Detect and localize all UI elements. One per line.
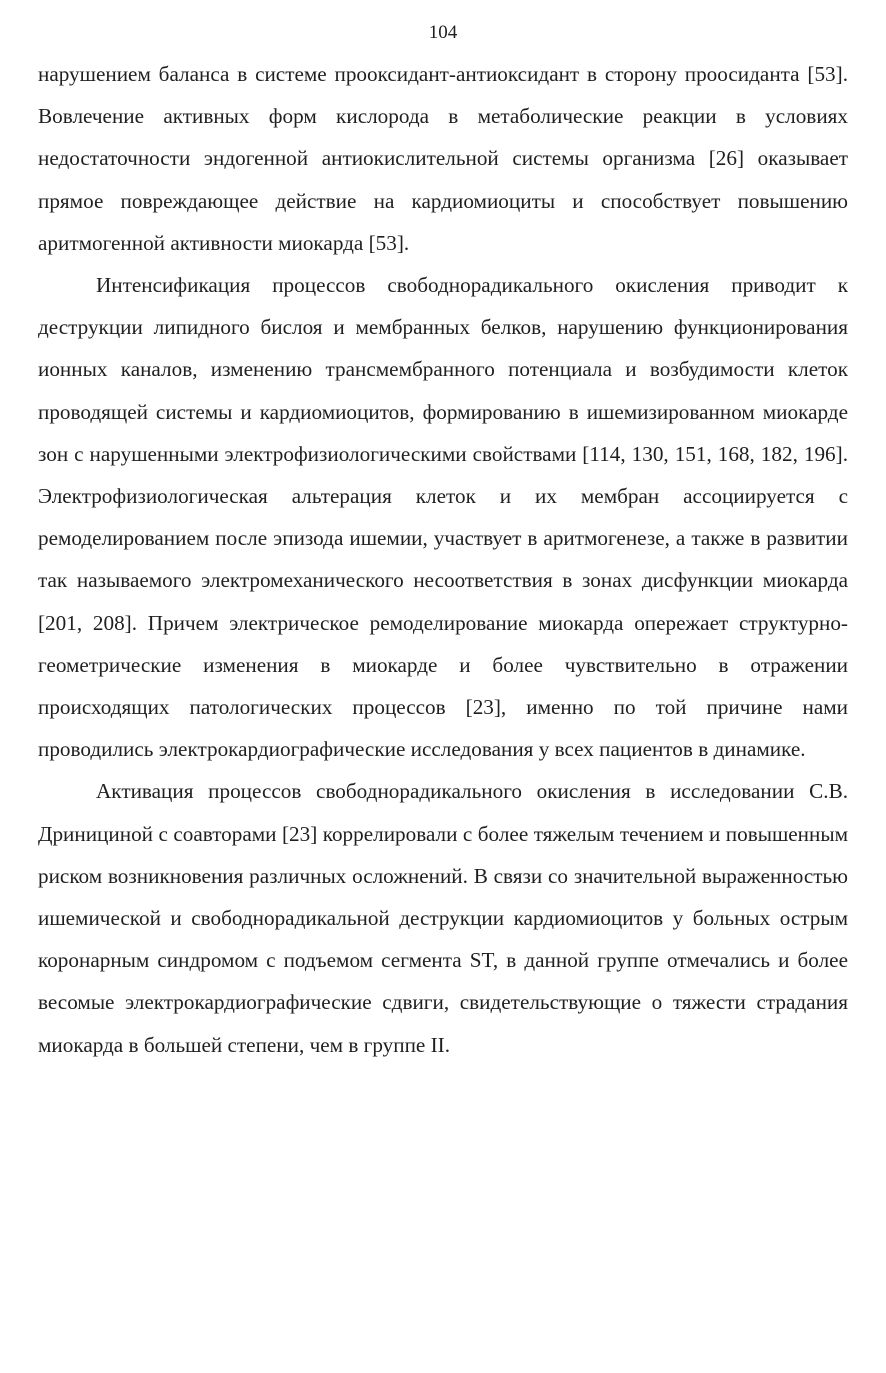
paragraph-1: нарушением баланса в системе прооксидант-антиоксидант в сторону проосиданта [53]. Вовлечение активных форм кислорода в метаболические реакции в условиях недостаточности эндогенной антиокислительной системы организма [26] оказывает прямое повреждающее действие на кардиомиоциты и способствует повышению аритмогенной активности миокарда [53]. <box>38 62 848 255</box>
body-text <box>38 53 848 1066</box>
paragraph-2: Интенсификация процессов свободнорадикального окисления приводит к деструкции липидного бислоя и мембранных белков, нарушению функционирования ионных каналов, изменению трансмембранного потенциала и возбудимости клеток проводящей системы и кардиомиоцитов, формированию в ишемизированном миокарде зон с нарушенными электрофизиологическими свойствами [114, 130, 151, 168, 182, 196]. Электрофизиологическая альтерация клеток и их мембран ассоциируется с ремоделированием после эпизода ишемии, участвует в аритмогенезе, а также в развитии так называемого электромеханического несоответствия в зонах дисфункции миокарда [201, 208]. Причем электрическое ремоделирование миокарда опережает структурно-геометрические изменения в миокарде и более чувствительно в отражении происходящих патологических процессов [23], именно по той причине нами проводились электрокардиографические исследования у всех пациентов в динамике. <box>38 273 848 762</box>
paragraph-3: Активация процессов свободнорадикального окисления в исследовании С.В. Дриницинoй с соавторами [23] коррелировали с более тяжелым течением и повышенным риском возникновения различных осложнений. В связи со значительной выраженностью ишемической и свободнорадикальной деструкции кардиомиоцитов у больных острым коронарным синдромом с подъемом сегмента ST, в данной группе отмечались и более весомые электрокардиографические сдвиги, свидетельствующие о тяжести страдания миокарда в большей степени, чем в группе II. <box>38 779 848 1057</box>
page-number: 104 <box>428 22 458 43</box>
